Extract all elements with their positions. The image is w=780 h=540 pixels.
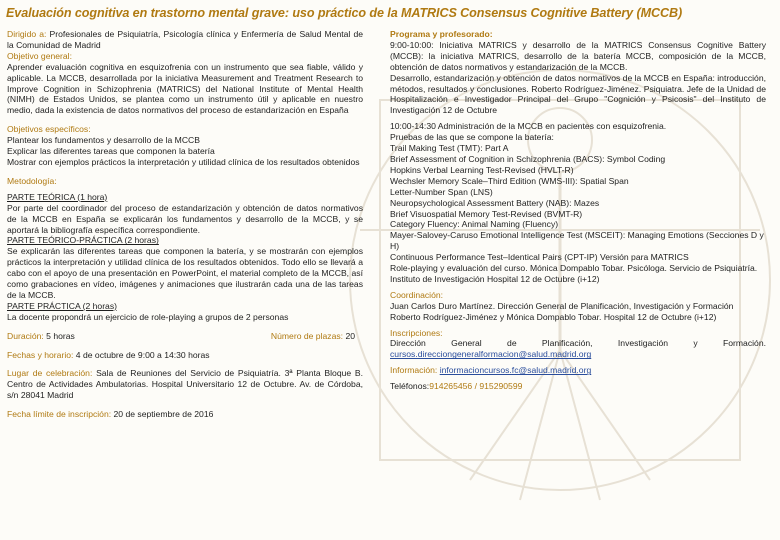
duracion-label: Duración: [7, 330, 44, 341]
duracion-plazas-row [7, 331, 363, 342]
teorico-practica-text: Se explicarán las diferentes tareas que componen la batería, y se mostrarán con ejemplos prácticos la interpretación y utilidad clínica de los resultados obtenidos. Todo ello se llevará a cabo con el apoyo de una presentación en PowerPoint, el material completo de la MCCB, así como grabaciones en vídeo, imágenes y animaciones que ilustrarán cada una de las tareas de la MCCB. [7, 246, 363, 300]
dirigido-label: Dirigido a: [7, 29, 47, 39]
inscripciones-email-link[interactable]: cursos.direcciongeneralformacion@salud.madrid.org [390, 349, 592, 360]
programa-line: Neuropsychological Assessment Battery (NAB): Mazes [390, 197, 600, 208]
especifico-item: Mostrar con ejemplos prácticos la interpretación y utilidad clínica de los resultados obtenidos [7, 156, 360, 167]
dirigido-section [7, 29, 363, 51]
practica-label: PARTE PRÁCTICA (2 horas) [7, 300, 117, 311]
informacion-email-link[interactable]: informacioncursos.fc@salud.madrid.org [439, 365, 592, 376]
coordinacion-label: Coordinación: [390, 289, 444, 300]
inscripciones-text: Dirección General de Planificación, Investigación y Formación. [390, 338, 766, 349]
programa-line: Letter-Number Span (LNS) [390, 186, 493, 197]
plazas-value: 20 [345, 330, 355, 341]
programa-line: Pruebas de las que se compone la batería: [390, 132, 554, 143]
lugar-value: Sala de Reuniones del Servicio de Psiquiatría. 3ª Planta Bloque B. Centro de Actividades Ambulatorias. Hospital Universitario 12 de Octubre. Av. de Córdoba, s/n 28041 Madrid [7, 368, 364, 401]
fechas-value: 4 de octubre de 9:00 a 14:30 horas [75, 349, 210, 360]
coordinacion-text: Juan Carlos Duro Martínez. Dirección General de Planificación, Investigación y Formación Roberto Rodríguez-Jiménez y Mónica Dompablo Tobar. Hospital 12 de Octubre (i+12) [390, 300, 734, 322]
objetivo-text: Aprender evaluación cognitiva en esquizofrenia con un instrumento que sea fiable, válido y aplicable. La MCCB, desarrollada por la iniciativa Measurement and Treatment Research to Improve Cognition in Schizophrenia (MATRICS) del National Institute of Mental Health (NIMH) de Estados Unidos, se plantea como un instrumento útil y aplicable en nuestro medio, dada la existencia de datos normativos del proceso de estandarización en España [7, 61, 363, 116]
programa-line: Trail Making Test (TMT): Part A [390, 143, 509, 154]
dirigido-text: Profesionales de Psiquiatría, Psicología clínica y Enfermería de Salud Mental de la Comunidad de Madrid [7, 29, 363, 50]
programa-line: Wechsler Memory Scale–Third Edition (WMS-III): Spatial Span [390, 175, 629, 186]
programa-line: Continuous Performance Test–Identical Pairs (CPT-IP) Versión para MATRICS [390, 252, 689, 263]
right-column [390, 29, 766, 392]
teorica-text: Por parte del coordinador del proceso de estandarización y obtención de datos normativos de la MCCB en España se explicarán los fundamentos y desarrollo de la MCCB, y se aportará la bibliografía específica correspondiente. [7, 202, 363, 235]
programa-bloque-1: 9:00-10:00: Iniciativa MATRICS y desarrollo de la MATRICS Consensus Cognitive Battery (MCCB): la iniciativa MATRICS, desarrollo de la batería MCCB, composición de la MCCB, obtención de datos normativos y estandarización de la MCCB. [390, 39, 766, 72]
plazas-label: Número de plazas: [270, 330, 344, 341]
telefonos-value: 914265456 / 915290599 [429, 381, 523, 392]
informacion-label: Información: [390, 365, 438, 376]
teorico-practica-label: PARTE TEÓRICO-PRÁCTICA (2 horas) [7, 235, 159, 246]
limite-value: 20 de septiembre de 2016 [113, 409, 214, 420]
left-column [7, 29, 363, 420]
programa-label: Programa y profesorado: [390, 29, 493, 39]
teorica-label: PARTE TEÓRICA (1 hora) [7, 191, 108, 202]
fechas-label: Fechas y horario: [7, 349, 74, 360]
programa-line: Brief Assessment of Cognition in Schizophrenia (BACS): Symbol Coding [390, 153, 666, 164]
inscripciones-label: Inscripciones: [390, 327, 443, 338]
programa-line: 10:00-14:30 Administración de la MCCB en pacientes con esquizofrenia. [390, 121, 667, 132]
programa-line: Role-playing y evaluación del curso. Mónica Dompablo Tobar. Psicóloga. Servicio de Psiquiatría. Instituto de Investigación Hospital 12 de Octubre (i+12) [390, 263, 758, 284]
metodologia-label: Metodología: [7, 175, 57, 186]
especifico-item: Plantear los fundamentos y desarrollo de la MCCB [7, 135, 200, 146]
programa-line: Hopkins Verbal Learning Test-Revised (HVLT-R) [390, 164, 574, 175]
objetivo-label: Objetivo general: [7, 50, 72, 61]
programa-line: Mayer-Salovey-Caruso Emotional Intelligence Test (MSCEIT): Managing Emotions (Secciones D y H) [390, 230, 764, 252]
limite-label: Fecha límite de inscripción: [7, 409, 112, 420]
especificos-label: Objetivos específicos: [7, 124, 91, 135]
programa-line: Brief Visuospatial Memory Test-Revised (BVMT-R) [390, 208, 583, 219]
lugar-label: Lugar de celebración: [7, 368, 93, 379]
programa-line: Category Fluency: Animal Naming (Fluency) [390, 219, 559, 230]
especifico-item: Explicar las diferentes tareas que componen la batería [7, 146, 215, 157]
practica-text: La docente propondrá un ejercicio de role-playing a grupos de 2 personas [7, 311, 289, 322]
programa-bloque-2: Desarrollo, estandarización y obtención de datos normativos de la MCCB en España: introducción, métodos, resultados y conclusiones. Roberto Rodríguez-Jiménez. Psiquiatra. Jefe de la Unidad de Hospitalización e Investigador Principal del Grupo "Cognición y Psicosis" del Instituto de Investigación 12 de Octubre [390, 72, 766, 116]
telefonos-label: Teléfonos: [390, 381, 430, 392]
duracion-value: 5 horas [46, 330, 75, 341]
page-title: Evaluación cognitiva en trastorno mental grave: uso práctico de la MATRICS Consensus Cognitive Battery (MCCB) [6, 6, 683, 20]
